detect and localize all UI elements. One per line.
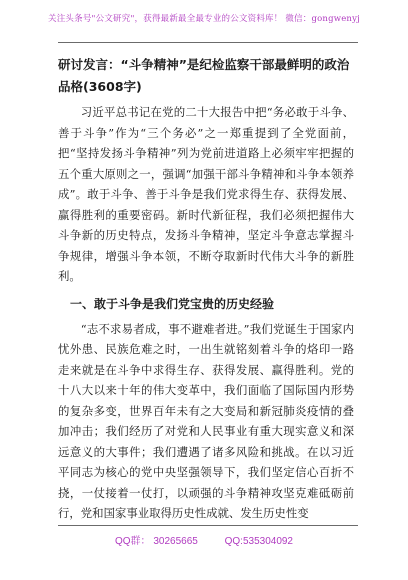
document-body [58, 54, 354, 524]
footer-qq: QQ:535304092 [224, 536, 293, 547]
footer-qq-group: QQ群： 30265665 [115, 536, 198, 547]
paragraph-intro: 习近平总书记在党的二十大报告中把“务必敢于斗争、善于斗争”作为“三个务必”之一郑重提到了全党面前，把“坚持发扬斗争精神”列为党前进道路上必须牢牢把握的五个重大原则之一，强调“加强干部斗争精神和斗争本领养成”。敢于斗争、善于斗争是我们党求得生存、获得发展、赢得胜利的重要密码。新时代新征程，我们必须把握伟大斗争新的历史特点，发扬斗争精神，坚定斗争意志掌握斗争规律，增强斗争本领，不断夺取新时代伟大斗争的新胜利。 [58, 105, 354, 283]
word-count: (3608字) [83, 79, 142, 94]
header-banner: 关注头条号"公文研究"，获得最新最全最专业的公文资料库！ 微信：gongwenyj [48, 14, 360, 24]
document-title [58, 54, 354, 98]
footer [0, 532, 408, 547]
footer-divider [58, 525, 358, 526]
paragraph-section-1: “志不求易者成，事不避难者进。”我们党诞生于国家内忧外患、民族危难之时，一出生就铭刻着斗争的烙印一路走来就是在斗争中求得生存、获得发展、赢得胜利。党的十八大以来十年的伟大变革中，我们面临了国际国内形势的复杂多变，世界百年未有之大变局和新冠肺炎疫情的叠加冲击；我们经历了对党和人民事业有重大现实意义和深远意义的大事件；我们遭遇了诸多风险和挑战。在以习近平同志为核心的党中央坚强领导下，我们坚定信心百折不挠，一仗接着一仗打，以顽强的斗争精神攻坚克难砥砺前行，党和国家事业取得历史性成就、发生历史性变 [58, 321, 354, 520]
title-text: 研讨发言：“斗争精神”是纪检监察干部最鲜明的政治品格 [58, 57, 350, 94]
section-heading-1: 一、敢于斗争是我们党宝贵的历史经验 [70, 296, 275, 311]
header-divider [58, 42, 358, 43]
